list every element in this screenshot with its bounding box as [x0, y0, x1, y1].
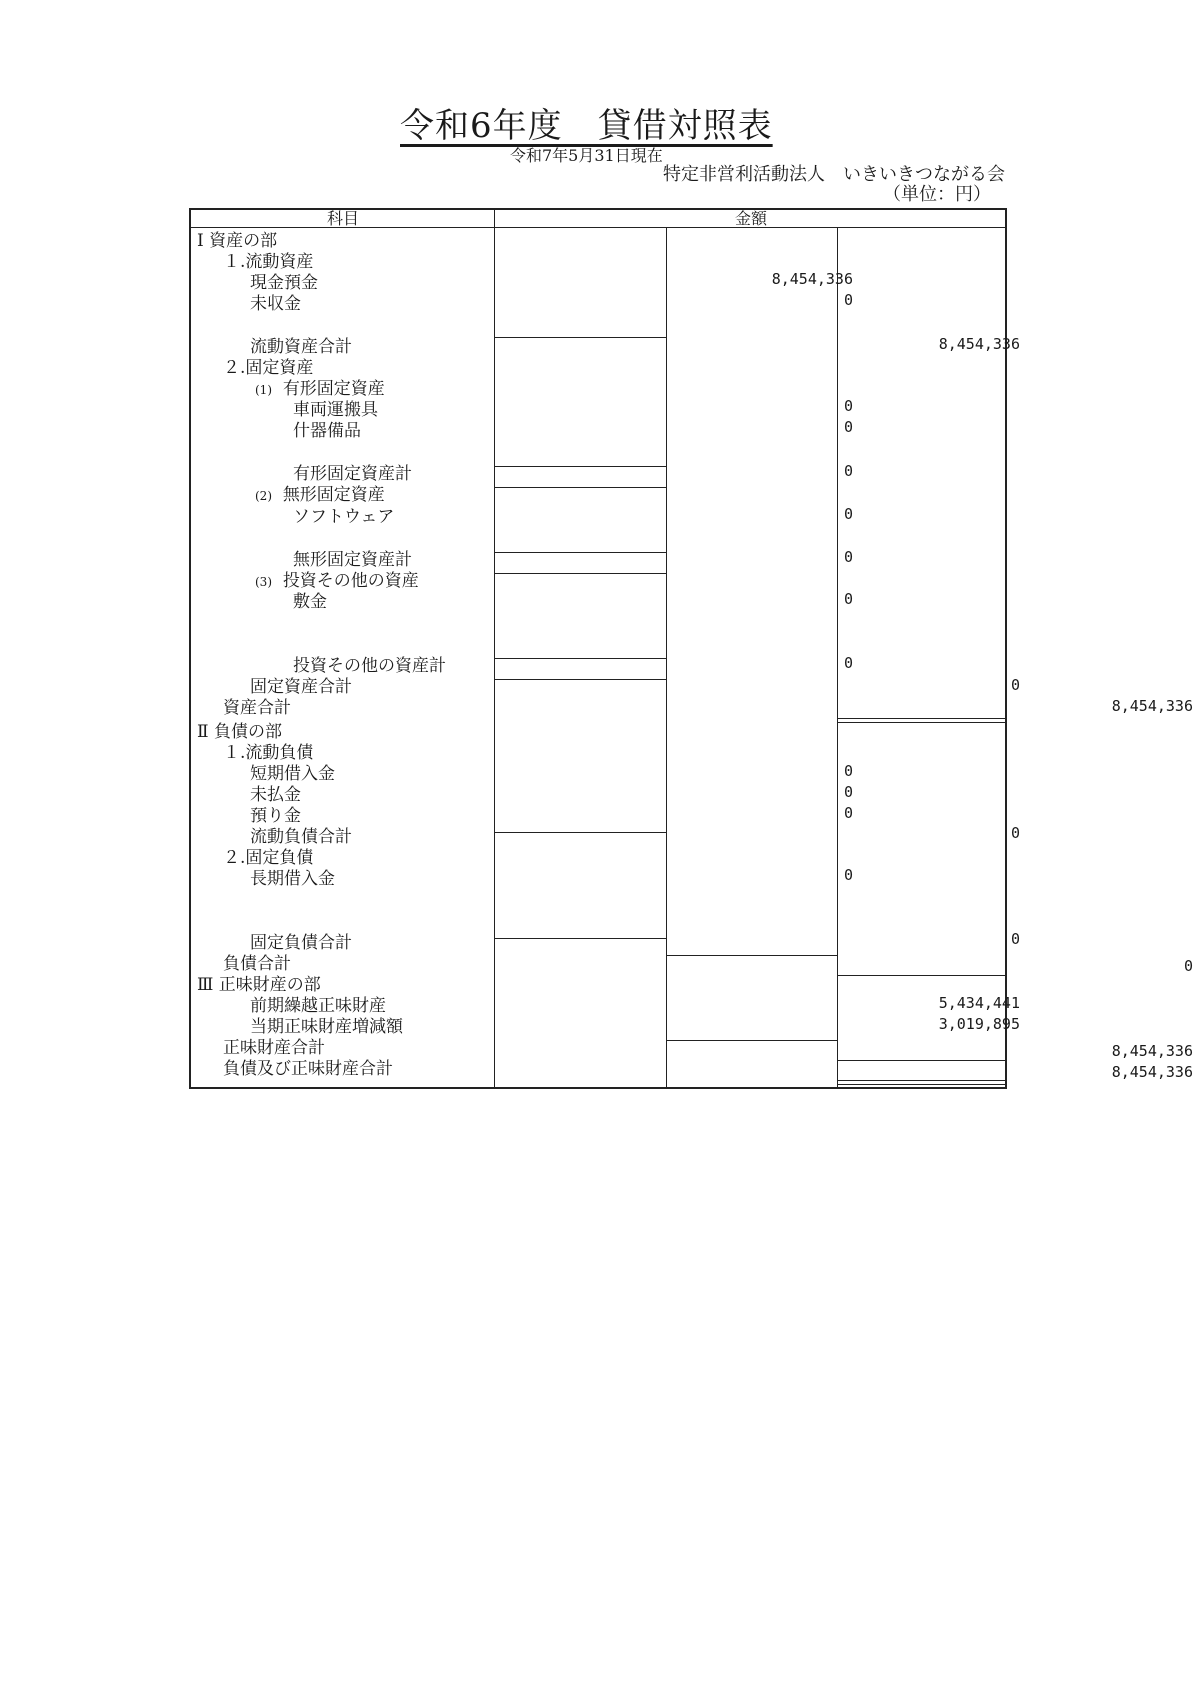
amount-subtotal: 3,019,895 [938, 1015, 1020, 1033]
amount-value: 0 [843, 291, 853, 309]
section-heading: Ⅰ 資産の部 [197, 231, 278, 251]
column-header-amount: 金額 [734, 209, 767, 228]
amount-total: 0 [1183, 957, 1193, 975]
amount-value: 0 [843, 548, 853, 566]
amount-subtotal: 0 [1010, 676, 1020, 694]
amount-value: 0 [843, 397, 853, 415]
amount-value: 0 [843, 804, 853, 822]
row-label: 現金預金 [250, 273, 318, 293]
sub-group-number: (1) [255, 383, 272, 397]
amount-subtotal: 0 [1010, 824, 1020, 842]
rule-c3 [838, 722, 1007, 723]
row-label: 未収金 [250, 294, 301, 314]
row-label: 前期繰越正味財産 [250, 996, 386, 1016]
row-label: 什器備品 [293, 421, 361, 441]
amount-total: 8,454,336 [1111, 1042, 1193, 1060]
amount-value: 0 [843, 866, 853, 884]
sub-group-number: (2) [255, 489, 272, 503]
sub-group-heading [255, 379, 385, 401]
total-label: 正味財産合計 [223, 1038, 325, 1058]
row-label: 未払金 [250, 785, 301, 805]
group-heading: ２.固定負債 [223, 848, 314, 868]
subtotal-label: 流動負債合計 [250, 827, 352, 847]
rule-c1 [495, 573, 666, 574]
grand-total-label: 資産合計 [223, 698, 291, 718]
row-label: 短期借入金 [250, 764, 335, 784]
amount-subtotal: 5,434,441 [938, 994, 1020, 1012]
amount-value: 8,454,336 [771, 270, 853, 288]
organization-name: 特定非営利活動法人 いきいきつながる会 [663, 164, 1005, 185]
rule-c3 [838, 718, 1007, 719]
section-heading: Ⅱ 負債の部 [197, 722, 282, 742]
amount-value: 0 [843, 783, 853, 801]
header-divider [191, 227, 1007, 228]
sub-group-label: 無形固定資産 [282, 485, 385, 505]
row-label: 当期正味財産増減額 [250, 1017, 403, 1037]
sub-group-heading [255, 571, 419, 593]
row-label: ソフトウェア [293, 507, 395, 527]
as-of-date: 令和7年5月31日現在 [510, 146, 663, 165]
amount-value: 0 [843, 654, 853, 672]
amount-subtotal: 0 [1010, 930, 1020, 948]
rule-c1 [495, 487, 666, 488]
amount-value: 0 [843, 762, 853, 780]
amount-value: 0 [843, 418, 853, 436]
group-heading: １.流動資産 [223, 252, 314, 272]
amount-value: 0 [843, 505, 853, 523]
amount-total: 8,454,336 [1111, 697, 1193, 715]
subtotal-label: 無形固定資産計 [293, 550, 412, 570]
row-label: 預り金 [250, 806, 301, 826]
amount-value: 0 [843, 590, 853, 608]
sub-group-heading [255, 485, 385, 507]
sub-group-label: 有形固定資産 [282, 379, 385, 399]
row-label: 敷金 [293, 592, 327, 612]
subtotal-label: 流動資産合計 [250, 337, 352, 357]
total-label: 固定資産合計 [250, 677, 352, 697]
group-heading: ２.固定資産 [223, 358, 314, 378]
column-header-item: 科目 [326, 209, 359, 228]
row-label: 車両運搬具 [293, 400, 378, 420]
group-heading: １.流動負債 [223, 743, 314, 763]
balance-sheet-table [189, 208, 1193, 1089]
currency-unit: （単位：円） [883, 184, 991, 205]
document-title: 令和6年度 貸借対照表 [400, 106, 773, 146]
row-label: 長期借入金 [250, 869, 335, 889]
rule-c3 [838, 1084, 1007, 1085]
amount-subtotal: 8,454,336 [938, 335, 1020, 353]
subtotal-label: 有形固定資産計 [293, 464, 412, 484]
sub-group-label: 投資その他の資産 [282, 571, 419, 591]
total-label: 負債合計 [223, 954, 291, 974]
grand-total-label: 負債及び正味財産合計 [223, 1059, 393, 1079]
sub-group-number: (3) [255, 575, 272, 589]
subtotal-label: 固定負債合計 [250, 933, 352, 953]
subtotal-label: 投資その他の資産計 [293, 656, 446, 676]
section-heading: Ⅲ 正味財産の部 [197, 975, 321, 995]
amount-value: 0 [843, 462, 853, 480]
amount-total: 8,454,336 [1111, 1063, 1193, 1081]
